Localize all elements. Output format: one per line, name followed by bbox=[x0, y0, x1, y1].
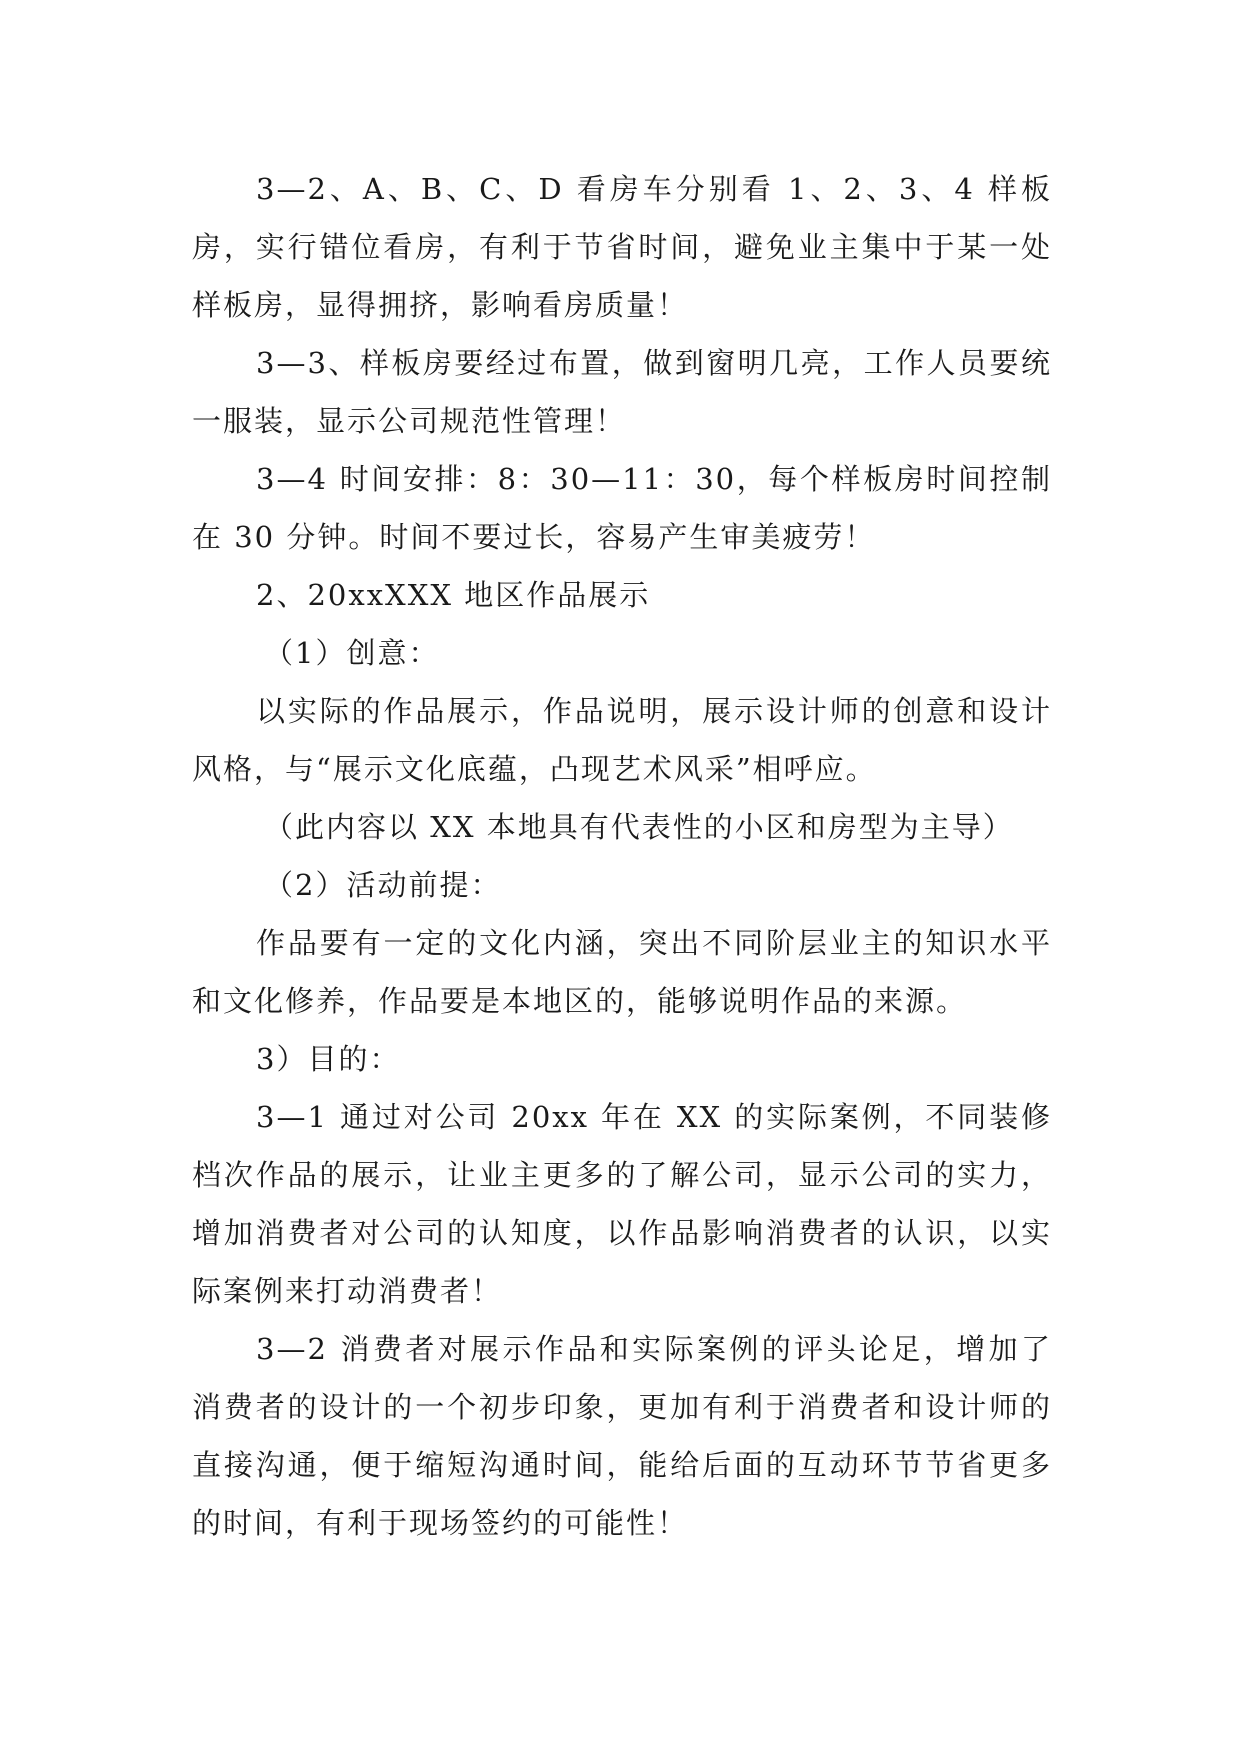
paragraph-premise-body: 作品要有一定的文化内涵，突出不同阶层业主的知识水平和文化修养，作品要是本地区的，能够说明作品的来源。 bbox=[192, 926, 1052, 1018]
paragraph-purpose-3-2: 3—2 消费者对展示作品和实际案例的评头论足，增加了消费者的设计的一个初步印象，更加有利于消费者和设计师的直接沟通，便于缩短沟通时间，能给后面的互动环节节省更多的时间，有利于现场签约的可能性！ bbox=[192, 1332, 1052, 1540]
section-heading-works-display: 2、20xxXXX 地区作品展示 bbox=[256, 578, 651, 612]
paragraph-3-4-schedule: 3—4 时间安排：8：30—11：30，每个样板房时间控制在 30 分钟。时间不要过长，容易产生审美疲劳！ bbox=[192, 462, 1052, 554]
subheading-activity-premise: （2）活动前提： bbox=[264, 868, 502, 902]
subheading-purpose: 3）目的： bbox=[256, 1042, 401, 1076]
paragraph-content-note: （此内容以 XX 本地具有代表性的小区和房型为主导） bbox=[264, 810, 1014, 844]
paragraph-purpose-3-1: 3—1 通过对公司 20xx 年在 XX 的实际案例，不同装修档次作品的展示，让业主更多的了解公司，显示公司的实力，增加消费者对公司的认知度，以作品影响消费者的认识，以实际案例来打动消费者！ bbox=[192, 1100, 1052, 1308]
paragraph-creativity-body: 以实际的作品展示，作品说明，展示设计师的创意和设计风格，与“展示文化底蕴，凸现艺术风采”相呼应。 bbox=[192, 694, 1052, 786]
document-body bbox=[192, 160, 1052, 1552]
paragraph-3-2-viewing-cars: 3—2、A、B、C、D 看房车分别看 1、2、3、4 样板房，实行错位看房，有利于节省时间，避免业主集中于某一处样板房，显得拥挤，影响看房质量！ bbox=[192, 172, 1052, 322]
subheading-creativity: （1）创意： bbox=[264, 636, 440, 670]
paragraph-3-3-model-room-setup: 3—3、样板房要经过布置，做到窗明几亮，工作人员要统一服装，显示公司规范性管理！ bbox=[192, 346, 1052, 438]
